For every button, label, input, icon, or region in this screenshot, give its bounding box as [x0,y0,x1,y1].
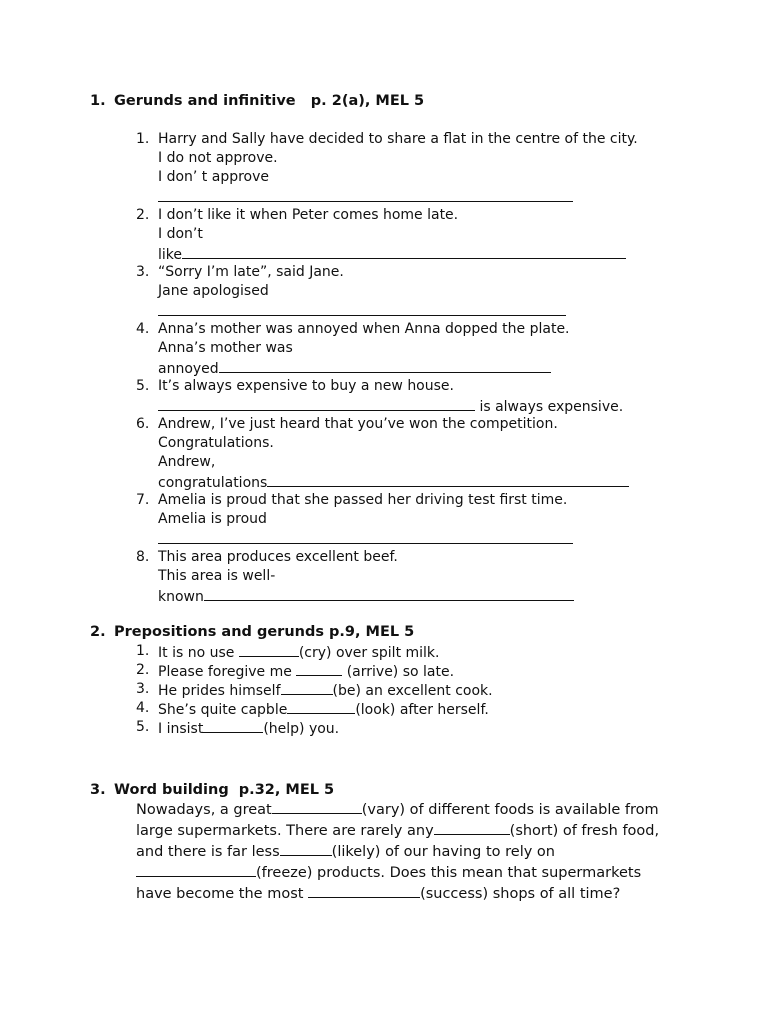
list-item: 4. She’s quite capble (look) after herself. [136,700,489,718]
answer-blank[interactable] [203,718,263,733]
section3-title: Word building p.32, MEL 5 [114,782,335,798]
list-item: 1. It is no use (cry) over spilt milk. [136,643,440,661]
list-item: 2. I don’t like it when Peter comes home late. I don’t like [136,206,696,263]
section1-number: 1. [90,93,106,109]
answer-blank[interactable] [158,396,475,411]
answer-blank[interactable] [158,529,573,544]
answer-blank[interactable] [219,358,551,373]
answer-blank[interactable] [281,680,333,695]
section2-number: 2. [90,624,106,640]
answer-blank[interactable] [239,642,299,657]
list-item: 8. This area produces excellent beef. This area is well- known [136,548,696,605]
list-item: 5. I insist (help) you. [136,719,340,737]
list-item: 3. “Sorry I’m late”, said Jane. Jane apologised [136,263,696,320]
section3-number: 3. [90,782,106,798]
answer-blank[interactable] [136,862,256,877]
answer-blank[interactable] [267,472,629,487]
list-item: 4. Anna’s mother was annoyed when Anna dopped the plate. Anna’s mother was annoyed [136,321,570,377]
list-item: 6. Andrew, I’ve just heard that you’ve won the competition. Congratulations. Andrew, congratulations [136,415,696,491]
section3-heading [90,782,334,798]
section1-list [136,130,696,605]
answer-blank[interactable] [158,187,573,202]
section1-title: Gerunds and infinitive p. 2(a), MEL 5 [114,93,425,109]
list-item: 5. It’s always expensive to buy a new house. is always expensive. [136,378,624,415]
answer-blank[interactable] [272,799,362,814]
answer-blank[interactable] [182,244,626,259]
list-item: 3. He prides himself (be) an excellent cook. [136,681,493,699]
answer-blank[interactable] [204,586,574,601]
section2-heading [90,624,414,640]
section1-heading [90,93,424,109]
list-item: 1. Harry and Sally have decided to share a flat in the centre of the city. I do not approve. I don’ t approve [136,130,696,206]
section2-title: Prepositions and gerunds p.9, MEL 5 [114,624,415,640]
section2-list [136,642,696,737]
answer-blank[interactable] [434,820,510,835]
answer-blank[interactable] [158,301,566,316]
answer-blank[interactable] [287,699,355,714]
answer-blank[interactable] [280,841,332,856]
list-item: 2. Please foregive me (arrive) so late. [136,662,455,680]
word-building-paragraph: Nowadays, a great (vary) of different foods is available from large supermarkets. There are rarely any (short) of fresh food, and there is far less (likely) of our having to rely on (freeze) products. Does this mean that supermarkets have become the most (success) shops of all time? [136,799,696,904]
list-item: 7. Amelia is proud that she passed her driving test first time. Amelia is proud [136,491,696,548]
answer-blank[interactable] [308,883,420,898]
answer-blank[interactable] [296,661,342,676]
